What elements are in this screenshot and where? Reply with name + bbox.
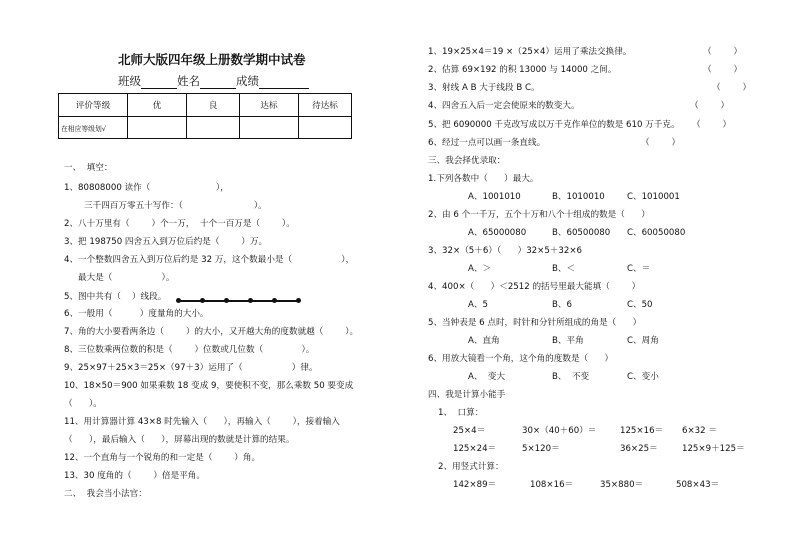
oral-calc-heading: 1、 口算： bbox=[438, 408, 484, 418]
choice-3: 3、32×（5＋6）（ ）32×5＋32×6 bbox=[428, 246, 582, 256]
judge-4-answer[interactable]: （ ） bbox=[690, 101, 730, 111]
choice-3-option-b[interactable]: B、＜ bbox=[552, 264, 576, 274]
grade-mark-cell[interactable] bbox=[128, 117, 187, 139]
oral-item: 25×4＝ bbox=[453, 426, 486, 436]
judge-1-answer[interactable]: （ ） bbox=[703, 47, 743, 57]
choice-6-option-c[interactable]: C、变小 bbox=[627, 372, 659, 382]
class-blank bbox=[141, 76, 177, 89]
question-4b: 最大是（ ）。 bbox=[78, 273, 175, 283]
grade-header-cell: 优 bbox=[128, 94, 187, 117]
question-3: 3、把 198750 四舍五入到万位后约是（ ）万。 bbox=[64, 237, 268, 247]
grade-header-cell: 评价等级 bbox=[59, 94, 128, 117]
grade-header-cell: 达标 bbox=[240, 94, 299, 117]
question-10b: （ ）。 bbox=[64, 399, 102, 409]
question-11a: 11、用计算器计算 43×8 时先输入（ ），再输入（ ），接着输入 bbox=[64, 417, 340, 427]
judge-2-answer[interactable]: （ ） bbox=[703, 65, 743, 75]
section-judge-heading: 二、 我会当小法官： bbox=[64, 489, 147, 499]
choice-4: 4、400×（ ）＜2512 的括号里最大能填（ ） bbox=[428, 282, 641, 292]
judge-6-answer[interactable]: （ ） bbox=[641, 138, 681, 148]
choice-3-option-c[interactable]: C、＝ bbox=[627, 264, 651, 274]
question-8: 8、三位数乘两位数的积是（ ）位数或几位数（ ）。 bbox=[64, 345, 315, 355]
class-label: 班级 bbox=[118, 74, 141, 88]
section-fill-blank-heading: 一、 填空： bbox=[64, 163, 113, 173]
grade-mark-cell[interactable] bbox=[299, 117, 352, 139]
segment-point bbox=[272, 298, 277, 303]
section-calc-heading: 四、我是计算小能手 bbox=[428, 390, 506, 400]
choice-5-option-c[interactable]: C、周角 bbox=[627, 336, 659, 346]
segment-point bbox=[224, 298, 229, 303]
question-10a: 10、18×50＝900 如果乘数 18 变成 9，要使积不变，那么乘数 50 要变成 bbox=[64, 381, 354, 391]
choice-6: 6、用放大镜看一个角，这个角的度数是（ ） bbox=[428, 354, 614, 364]
choice-1-option-c[interactable]: C、1010001 bbox=[627, 192, 680, 202]
judge-3: 3、射线 A B 大于线段 B C。 bbox=[428, 83, 540, 93]
question-6: 6、一般用（ ）度量角的大小。 bbox=[64, 309, 209, 319]
question-1a: 1、80808000 读作（ ）， bbox=[64, 183, 229, 193]
name-label: 姓名 bbox=[177, 74, 200, 88]
grade-row-label: 在相应等级划√ bbox=[59, 117, 128, 139]
choice-1-option-b[interactable]: B、1010010 bbox=[552, 192, 605, 202]
score-blank bbox=[259, 76, 309, 89]
segment-figure bbox=[178, 300, 298, 302]
section-choice-heading: 三、我会择优录取： bbox=[428, 156, 506, 166]
segment-point bbox=[296, 298, 301, 303]
question-12: 12、一个直角与一个锐角的和一定是（ ）角。 bbox=[64, 453, 261, 463]
question-4a: 4、一个整数四舍五入到万位后约是 32 万，这个数最小是（ ）， bbox=[64, 255, 355, 265]
written-item: 508×43＝ bbox=[676, 480, 720, 490]
choice-2-option-b[interactable]: B、60500080 bbox=[552, 228, 611, 238]
judge-2: 2、估算 69×192 的积 13000 与 14000 之间。 bbox=[428, 65, 617, 75]
choice-4-option-c[interactable]: C、50 bbox=[627, 300, 653, 310]
choice-4-option-b[interactable]: B、6 bbox=[552, 300, 572, 310]
written-item: 142×89＝ bbox=[453, 480, 497, 490]
oral-item: 36×25＝ bbox=[620, 444, 658, 454]
grade-mark-cell[interactable] bbox=[187, 117, 240, 139]
oral-item: 125×24＝ bbox=[453, 444, 497, 454]
grade-table bbox=[58, 93, 352, 139]
choice-1-option-a[interactable]: A、1001010 bbox=[468, 192, 521, 202]
choice-5: 5、当钟表是 6 点时，时针和分针所组成的角是（ ） bbox=[428, 318, 642, 328]
choice-6-option-b[interactable]: B、 不变 bbox=[552, 372, 590, 382]
choice-6-option-a[interactable]: A、 变大 bbox=[468, 372, 506, 382]
choice-2-option-c[interactable]: C、60050080 bbox=[627, 228, 686, 238]
score-label: 成绩 bbox=[236, 74, 259, 88]
oral-item: 125×16＝ bbox=[620, 426, 664, 436]
question-1b: 三千四百万零五十写作：（ ）。 bbox=[84, 201, 267, 211]
judge-6: 6、经过一点可以画一条直线。 bbox=[428, 138, 546, 148]
choice-5-option-b[interactable]: B、平角 bbox=[552, 336, 584, 346]
oral-item: 5×120＝ bbox=[522, 444, 560, 454]
written-item: 108×16＝ bbox=[530, 480, 574, 490]
oral-item: 6×32 ＝ bbox=[682, 426, 717, 436]
judge-4: 4、四舍五入后一定会使原来的数变大。 bbox=[428, 101, 580, 111]
question-13: 13、30 度角的（ ）倍是平角。 bbox=[64, 471, 205, 481]
oral-item: 30×（40＋60）＝ bbox=[522, 426, 597, 436]
segment-point bbox=[248, 298, 253, 303]
question-5: 5、图中共有（ ）线段。 bbox=[64, 292, 167, 302]
student-info-line bbox=[118, 73, 309, 89]
judge-5-answer[interactable]: （ ） bbox=[692, 120, 732, 130]
choice-1: 1.下列各数中（ ）最大。 bbox=[428, 174, 539, 184]
segment-point bbox=[176, 298, 181, 303]
question-2: 2、八十万里有（ ）个一万， 十个一百万是（ ）。 bbox=[64, 219, 295, 229]
grade-header-cell: 良 bbox=[187, 94, 240, 117]
choice-4-option-a[interactable]: A、5 bbox=[468, 300, 488, 310]
oral-item: 125×9＋125＝ bbox=[682, 444, 745, 454]
question-11b: （ ），最后输入（ ），屏幕出现的数就是计算的结果。 bbox=[64, 435, 295, 445]
written-calc-heading: 2、用竖式计算： bbox=[438, 462, 504, 472]
choice-5-option-a[interactable]: A、直角 bbox=[468, 336, 500, 346]
question-7: 7、角的大小要看两条边（ ）的大小，又开越大角的度数就越（ ）。 bbox=[64, 327, 359, 337]
grade-mark-cell[interactable] bbox=[240, 117, 299, 139]
judge-5: 5、把 6090000 千克改写成以万千克作单位的数是 610 万千克。 bbox=[428, 120, 680, 130]
name-blank bbox=[200, 76, 236, 89]
page-title: 北师大版四年级上册数学期中试卷 bbox=[118, 52, 306, 67]
grade-header-cell: 待达标 bbox=[299, 94, 352, 117]
choice-2: 2、由 6 个一千万，五个十万和八个十组成的数是（ ） bbox=[428, 210, 650, 220]
judge-3-answer[interactable]: （ ） bbox=[712, 83, 752, 93]
segment-point bbox=[200, 298, 205, 303]
choice-2-option-a[interactable]: A、65000080 bbox=[468, 228, 527, 238]
choice-3-option-a[interactable]: A、＞ bbox=[468, 264, 492, 274]
question-9: 9、25×97＋25×3＝25×（97＋3）运用了（ ）律。 bbox=[64, 363, 318, 373]
judge-1: 1、19×25×4＝19 ×（25×4）运用了乘法交换律。 bbox=[428, 47, 632, 57]
written-item: 35×880＝ bbox=[600, 480, 644, 490]
